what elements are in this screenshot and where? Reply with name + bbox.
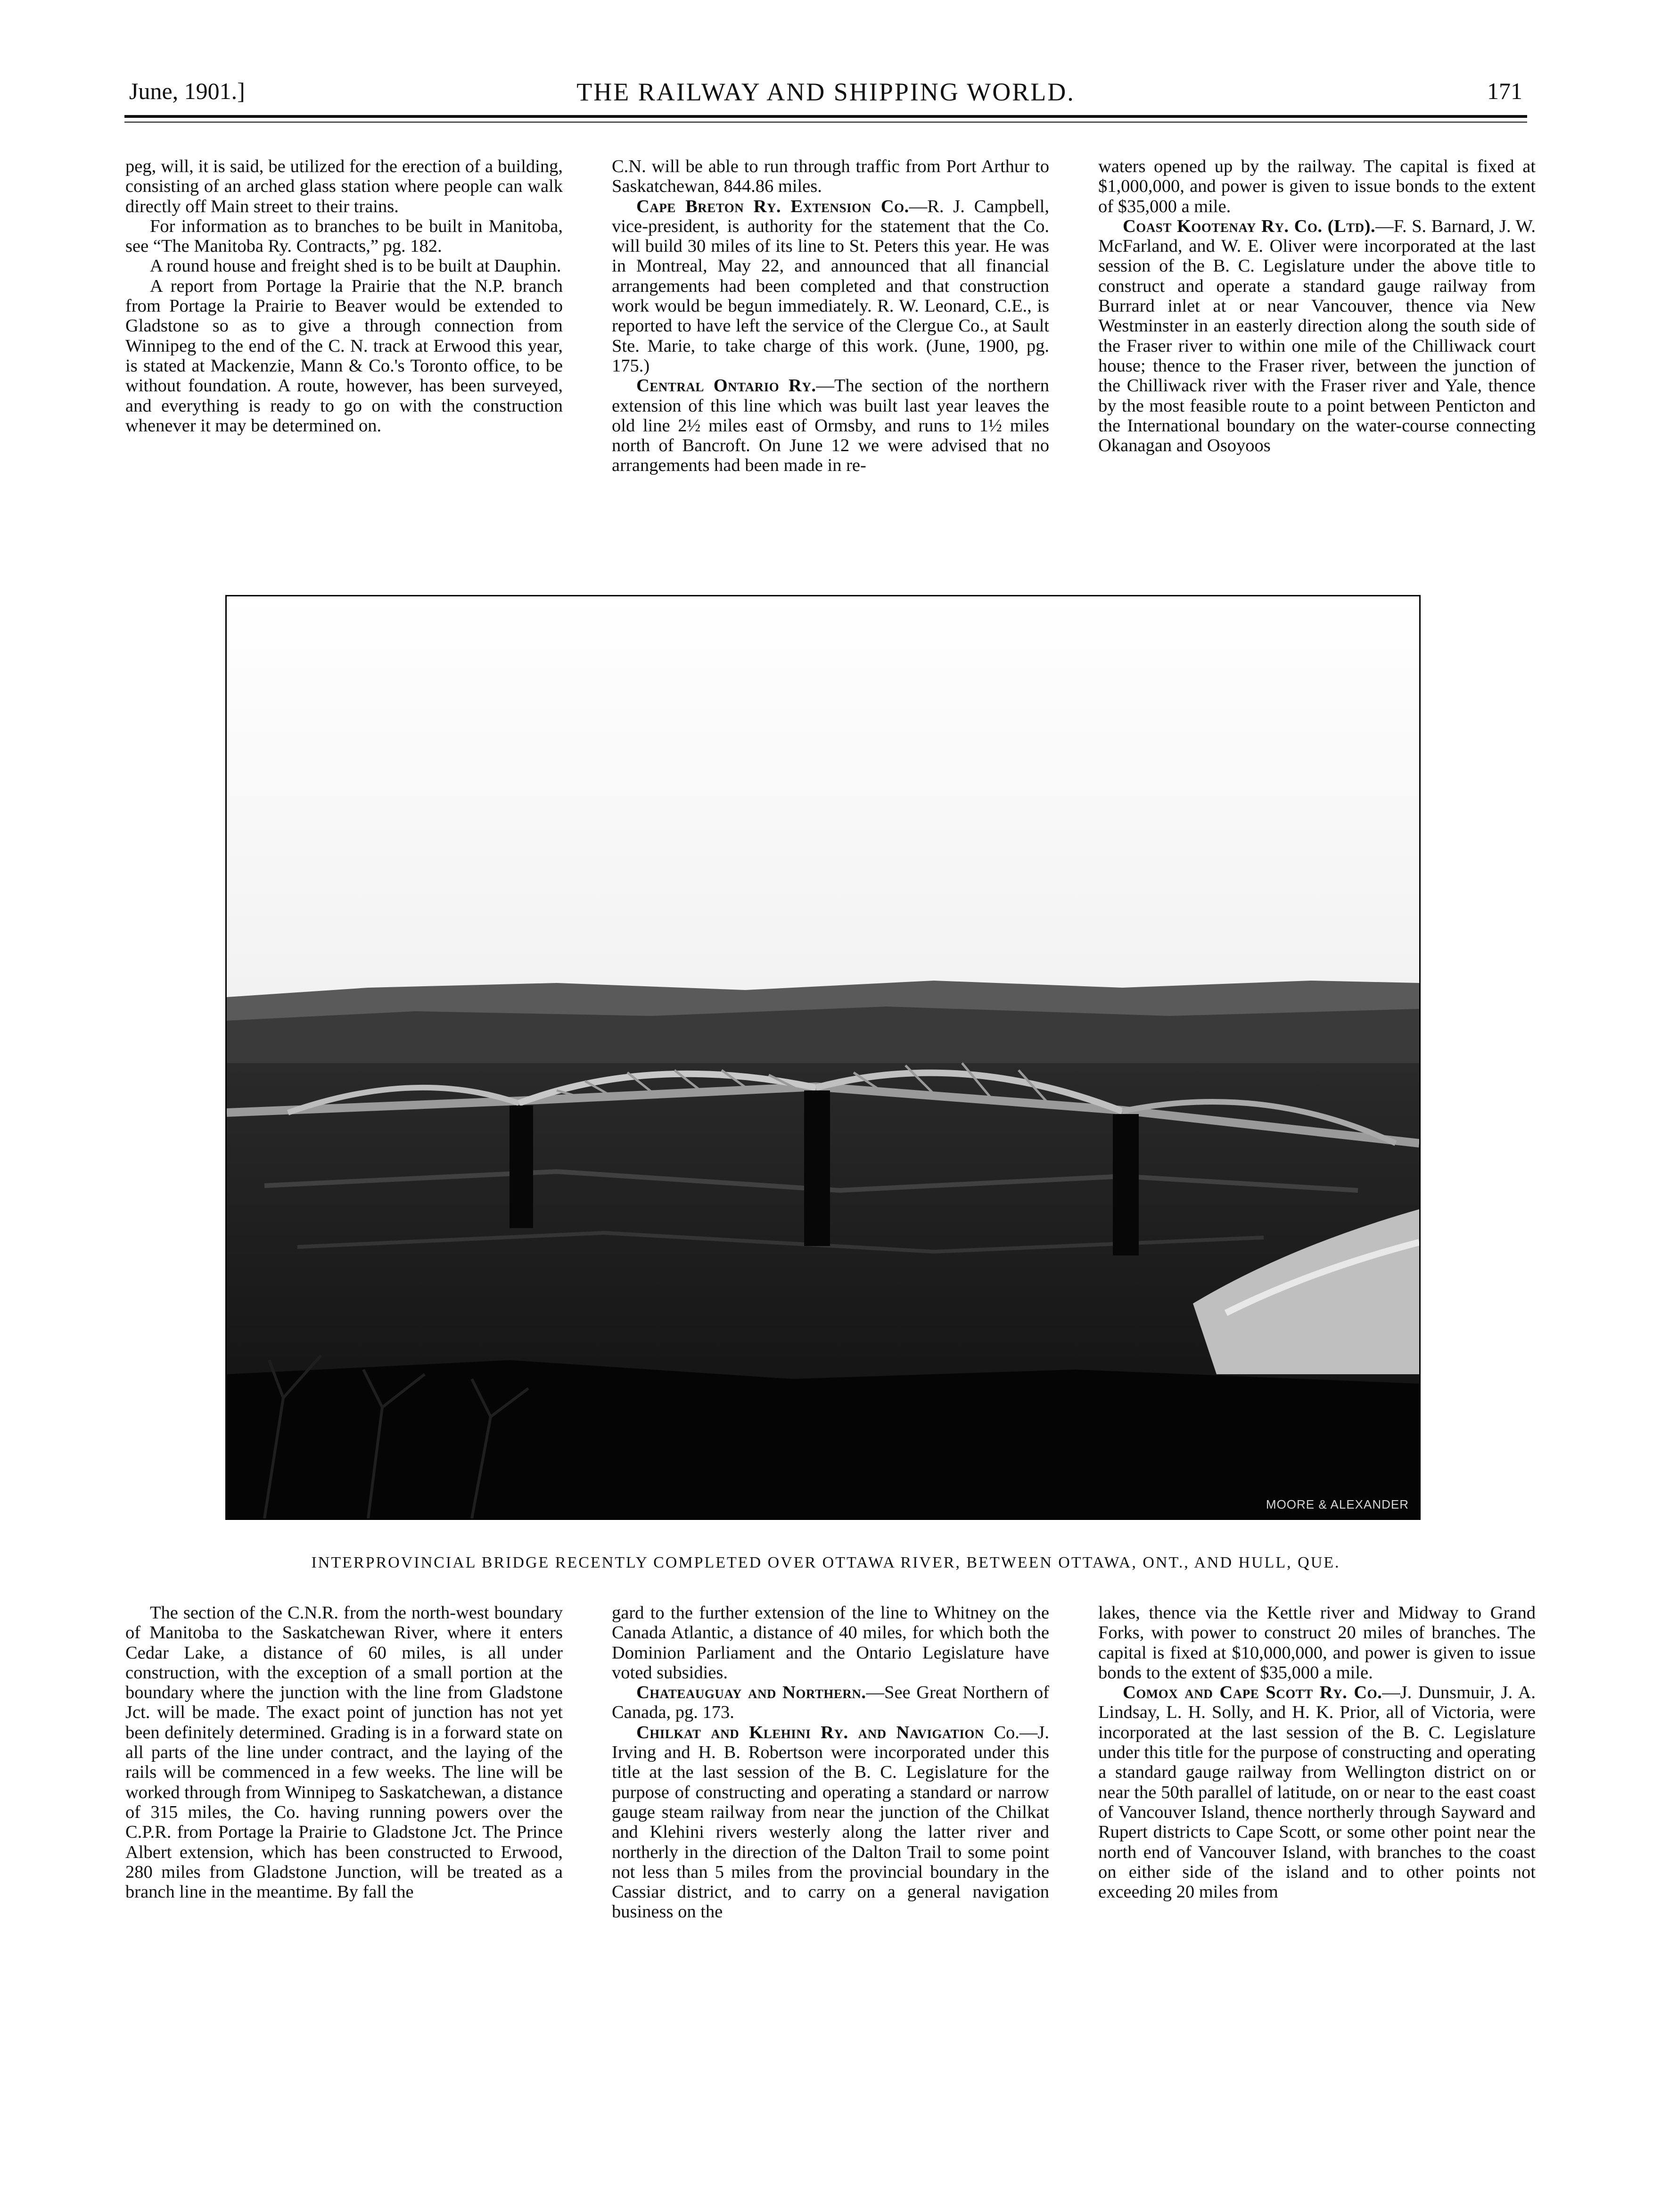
article-comox bbox=[1098, 1683, 1536, 1902]
article-body: —J. Dunsmuir, J. A. Lindsay, L. H. Solly, and H. K. Prior, all of Victoria, were incorporated at the last session of the B. C. Legislature under this title for the purpose of constructing and operating a standard gauge railway from Wellington district on or near the 50th parallel of latitude, on or near to the east coast of Vancouver Island, thence northerly through Sayward and Rupert districts to Cape Scott, or some other point near the north end of Vancouver Island, with branches to the coast on either side of the island and to other points not exceeding 20 miles from bbox=[1098, 1683, 1536, 1902]
paragraph: C.N. will be able to run through traffic from Port Arthur to Saskatchewan, 844.86 miles. bbox=[612, 157, 1049, 197]
issue-date: June, 1901.] bbox=[129, 78, 245, 104]
paragraph: lakes, thence via the Kettle river and Midway to Grand Forks, with power to construct 20 miles of branches. The capital is fixed at $10,000,000, and power is given to issue bonds to the extent of $35,000 a mile. bbox=[1098, 1603, 1536, 1683]
page-header bbox=[124, 71, 1527, 107]
paragraph: waters opened up by the railway. The capital is fixed at $1,000,000, and power is given to issue bonds to the extent of $35,000 a mile. bbox=[1098, 157, 1536, 216]
article-central-ontario bbox=[612, 376, 1049, 475]
photo-credit: MOORE & ALEXANDER bbox=[1266, 1497, 1409, 1511]
article-body: —The section of the northern extension of this line which was built last year leaves the old line 2½ miles east of Ormsby, and runs to 1½ miles north of Bancroft. On June 12 we were advised that no arrangements had been made in re- bbox=[612, 376, 1049, 476]
bridge-photo-illustration bbox=[227, 596, 1419, 1519]
paragraph: The section of the C.N.R. from the north-west boundary of Manitoba to the Saskatchewan River, where it enters Cedar Lake, a distance of 60 miles, is all under construction, with the exception of a small portion at the boundary where the junction with the line from Gladstone Jct. will be made. The exact point of junction has not yet been definitely determined. Grading is in a forward state on all parts of the line under contract, and the laying of the rails will be commenced in a few weeks. The line will be worked through from Winnipeg to Saskatchewan, a distance of 315 miles, the Co. having running powers over the C.P.R. from Portage la Prairie to Gladstone Jct. The Prince Albert extension, which has been constructed to Erwood, 280 miles from Gladstone Junction, will be treated as a branch line in the meantime. By fall the bbox=[125, 1603, 563, 1902]
article-heading: Central Ontario Ry. bbox=[636, 376, 816, 396]
top-column-2 bbox=[612, 157, 1049, 476]
article-body: Co.—J. Irving and H. B. Robertson were incorporated under this title at the last session of the B. C. Legislature for the purpose of constructing and operating a standard or narrow gauge steam railway from near the junction of the Chilkat and Klehini rivers westerly along the latter river and northerly in the direction of the Dalton Trail to some point not less than 5 miles from the provincial boundary in the Cassiar district, and to carry on a general navigation business on the bbox=[612, 1722, 1050, 1922]
paragraph: gard to the further extension of the line to Whitney on the Canada Atlantic, a distance of 40 miles, for which both the Dominion Parliament and the Ontario Legislature have voted subsidies. bbox=[612, 1603, 1049, 1683]
article-heading: Chateauguay and Northern. bbox=[636, 1683, 866, 1703]
bottom-column-1 bbox=[125, 1603, 563, 1902]
paragraph: For information as to branches to be built in Manitoba, see “The Manitoba Ry. Contracts,” pg. 182. bbox=[125, 216, 563, 256]
top-column-3 bbox=[1098, 157, 1536, 455]
header-rule-thin bbox=[124, 122, 1527, 123]
photo-caption: INTERPROVINCIAL BRIDGE RECENTLY COMPLETED OVER OTTAWA RIVER, BETWEEN OTTAWA, ONT., AND HULL, QUE. bbox=[311, 1554, 1340, 1571]
paragraph: peg, will, it is said, be utilized for the erection of a building, consisting of an arched glass station where people can walk directly off Main street to their trains. bbox=[125, 157, 563, 216]
article-chilkat bbox=[612, 1723, 1049, 1922]
article-cape-breton bbox=[612, 197, 1049, 376]
article-body: —F. S. Barnard, J. W. McFarland, and W. E. Oliver were incorporated at the last session of the B. C. Legislature under the above title to construct and operate a standard gauge railway from Burrard inlet at or near Vancouver, thence via New Westminster in an easterly direction along the south side of the Fraser river to within one mile of the Chilliwack court house; thence to the Fraser river, between the junction of the Chilliwack river with the Fraser river and Yale, thence by the most feasible route to a point between Penticton and the International boundary on the water-course connecting Okanagan and Osoyoos bbox=[1098, 216, 1536, 456]
top-column-1 bbox=[125, 157, 563, 436]
page-number: 171 bbox=[1487, 78, 1522, 104]
header-rule bbox=[124, 115, 1527, 118]
bottom-column-2 bbox=[612, 1603, 1049, 1922]
publication-title: THE RAILWAY AND SHIPPING WORLD. bbox=[576, 78, 1075, 106]
article-heading: Chilkat and Klehini Ry. and Navigation bbox=[636, 1722, 984, 1742]
article-heading: Coast Kootenay Ry. Co. (Ltd). bbox=[1123, 216, 1376, 236]
article-body: —See Great Northern of Canada, pg. 173. bbox=[612, 1683, 1050, 1723]
article-coast-kootenay bbox=[1098, 216, 1536, 456]
article-heading: Comox and Cape Scott Ry. Co. bbox=[1123, 1683, 1382, 1703]
article-body: —R. J. Campbell, vice-president, is authority for the statement that the Co. will build 30 miles of its line to St. Peters this year. He was in Montreal, May 22, and announced that all financial arrangements had been completed and that construction work would be begun immediately. R. W. Leonard, C.E., is reported to have left the service of the Clergue Co., at Sault Ste. Marie, to take charge of this work. (June, 1900, pg. 175.) bbox=[612, 196, 1049, 376]
paragraph: A report from Portage la Prairie that the N.P. branch from Portage la Prairie to Beaver would be extended to Gladstone so as to give a through connection from Winnipeg to the end of the C. N. track at Erwood this year, is stated at Mackenzie, Mann & Co.'s Toronto office, to be without foundation. A route, however, has been surveyed, and everything is ready to go on with the construction whenever it may be determined on. bbox=[125, 276, 563, 436]
bottom-column-3 bbox=[1098, 1603, 1536, 1902]
article-chateauguay bbox=[612, 1683, 1049, 1723]
article-heading: Cape Breton Ry. Extension Co. bbox=[636, 196, 909, 216]
paragraph: A round house and freight shed is to be built at Dauphin. bbox=[150, 256, 561, 276]
bridge-photograph bbox=[225, 595, 1421, 1520]
